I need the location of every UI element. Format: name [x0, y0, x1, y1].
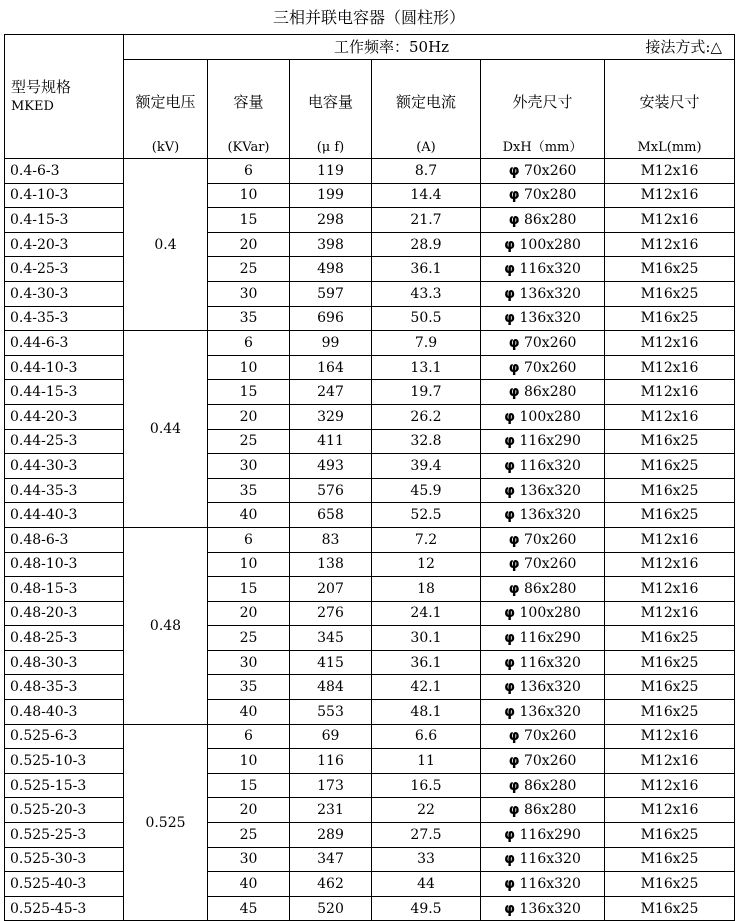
model-cell: 0.44-20-3: [5, 404, 124, 429]
capacitance-cell: 553: [290, 700, 372, 725]
shell-size-cell: φ 70x260: [481, 331, 605, 356]
capacitance-cell: 658: [290, 503, 372, 528]
model-cell: 0.525-20-3: [5, 798, 124, 823]
mount-size-cell: M12x16: [605, 355, 735, 380]
table-row: [5, 183, 735, 208]
model-cell: 0.4-15-3: [5, 208, 124, 233]
table-row: [5, 208, 735, 233]
shell-size-cell: φ 136x320: [481, 700, 605, 725]
current-cell: 30.1: [372, 626, 481, 651]
header-capacitance-unit: (μ f): [290, 138, 372, 159]
shell-size-cell: φ 116x320: [481, 454, 605, 479]
shell-size-cell: φ 86x280: [481, 773, 605, 798]
mount-size-cell: M16x25: [605, 626, 735, 651]
mount-size-cell: M16x25: [605, 675, 735, 700]
model-cell: 0.44-15-3: [5, 380, 124, 405]
shell-size-cell: φ 86x280: [481, 798, 605, 823]
mount-size-cell: M12x16: [605, 577, 735, 602]
shell-size-cell: φ 136x320: [481, 503, 605, 528]
capacitance-cell: 199: [290, 183, 372, 208]
shell-size-cell: φ 100x280: [481, 232, 605, 257]
table-row: [5, 257, 735, 282]
header-mount-unit: MxL(mm): [605, 138, 735, 159]
table-row: [5, 724, 735, 749]
capacity-cell: 6: [208, 724, 290, 749]
model-cell: 0.44-25-3: [5, 429, 124, 454]
table-row: [5, 675, 735, 700]
capacity-cell: 35: [208, 478, 290, 503]
capacity-cell: 10: [208, 749, 290, 774]
current-cell: 26.2: [372, 404, 481, 429]
header-capacitance: 电容量: [290, 60, 372, 139]
capacitance-cell: 119: [290, 159, 372, 184]
model-cell: 0.44-6-3: [5, 331, 124, 356]
mount-size-cell: M16x25: [605, 823, 735, 848]
table-row: [5, 798, 735, 823]
capacitance-cell: 498: [290, 257, 372, 282]
capacitance-cell: 329: [290, 404, 372, 429]
table-row: [5, 577, 735, 602]
model-cell: 0.4-30-3: [5, 281, 124, 306]
capacity-cell: 6: [208, 331, 290, 356]
mount-size-cell: M12x16: [605, 380, 735, 405]
table-row: [5, 503, 735, 528]
mount-size-cell: M12x16: [605, 159, 735, 184]
voltage-cell: 0.48: [124, 527, 208, 724]
capacity-cell: 25: [208, 823, 290, 848]
shell-size-cell: φ 70x280: [481, 183, 605, 208]
current-cell: 6.6: [372, 724, 481, 749]
shell-size-cell: φ 100x280: [481, 404, 605, 429]
current-cell: 39.4: [372, 454, 481, 479]
capacitance-cell: 276: [290, 601, 372, 626]
capacity-cell: 10: [208, 552, 290, 577]
capacity-cell: 15: [208, 208, 290, 233]
table-row: [5, 527, 735, 552]
model-cell: 0.525-45-3: [5, 896, 124, 921]
mount-size-cell: M16x25: [605, 257, 735, 282]
current-cell: 22: [372, 798, 481, 823]
header-voltage: 额定电压: [124, 60, 208, 139]
mount-size-cell: M12x16: [605, 601, 735, 626]
model-cell: 0.44-30-3: [5, 454, 124, 479]
mount-size-cell: M12x16: [605, 527, 735, 552]
mount-size-cell: M12x16: [605, 232, 735, 257]
mount-size-cell: M12x16: [605, 749, 735, 774]
table-row: [5, 552, 735, 577]
mount-size-cell: M12x16: [605, 404, 735, 429]
model-cell: 0.48-10-3: [5, 552, 124, 577]
shell-size-cell: φ 70x260: [481, 355, 605, 380]
current-cell: 14.4: [372, 183, 481, 208]
current-cell: 52.5: [372, 503, 481, 528]
table-row: [5, 601, 735, 626]
model-cell: 0.525-40-3: [5, 872, 124, 897]
shell-size-cell: φ 70x260: [481, 552, 605, 577]
mount-size-cell: M16x25: [605, 650, 735, 675]
capacity-cell: 10: [208, 355, 290, 380]
model-cell: 0.48-6-3: [5, 527, 124, 552]
shell-size-cell: φ 136x320: [481, 478, 605, 503]
header-model-sub: MKED: [11, 98, 54, 114]
shell-size-cell: φ 70x260: [481, 159, 605, 184]
header-shell: 外壳尺寸: [481, 60, 605, 139]
shell-size-cell: φ 100x280: [481, 601, 605, 626]
voltage-cell: 0.525: [124, 724, 208, 921]
capacitance-cell: 520: [290, 896, 372, 921]
capacitance-cell: 164: [290, 355, 372, 380]
mount-size-cell: M16x25: [605, 454, 735, 479]
capacitance-cell: 398: [290, 232, 372, 257]
capacitance-cell: 173: [290, 773, 372, 798]
shell-size-cell: φ 116x290: [481, 823, 605, 848]
current-cell: 13.1: [372, 355, 481, 380]
header-current: 额定电流: [372, 60, 481, 139]
capacity-cell: 25: [208, 429, 290, 454]
header-capacity: 容量: [208, 60, 290, 139]
current-cell: 28.9: [372, 232, 481, 257]
capacity-cell: 35: [208, 306, 290, 331]
capacity-cell: 30: [208, 650, 290, 675]
capacity-cell: 15: [208, 773, 290, 798]
header-model-label: 型号规格: [11, 77, 72, 96]
voltage-cell: 0.4: [124, 159, 208, 331]
mount-size-cell: M12x16: [605, 183, 735, 208]
capacity-cell: 30: [208, 281, 290, 306]
table-row: [5, 281, 735, 306]
model-cell: 0.525-10-3: [5, 749, 124, 774]
model-cell: 0.525-30-3: [5, 847, 124, 872]
current-cell: 42.1: [372, 675, 481, 700]
current-cell: 48.1: [372, 700, 481, 725]
header-voltage-unit: (kV): [124, 138, 208, 159]
mount-size-cell: M12x16: [605, 208, 735, 233]
mount-size-cell: M16x25: [605, 503, 735, 528]
table-row: [5, 773, 735, 798]
table-row: [5, 306, 735, 331]
current-cell: 18: [372, 577, 481, 602]
current-cell: 24.1: [372, 601, 481, 626]
header-model: [5, 35, 124, 159]
current-cell: 32.8: [372, 429, 481, 454]
capacity-cell: 45: [208, 896, 290, 921]
capacitance-cell: 493: [290, 454, 372, 479]
capacity-cell: 15: [208, 380, 290, 405]
model-cell: 0.44-10-3: [5, 355, 124, 380]
voltage-cell: 0.44: [124, 331, 208, 528]
current-cell: 11: [372, 749, 481, 774]
capacitance-cell: 138: [290, 552, 372, 577]
shell-size-cell: φ 70x260: [481, 749, 605, 774]
table-row: [5, 700, 735, 725]
table-row: [5, 331, 735, 356]
model-cell: 0.48-25-3: [5, 626, 124, 651]
mount-size-cell: M16x25: [605, 872, 735, 897]
table-row: [5, 454, 735, 479]
capacitance-cell: 696: [290, 306, 372, 331]
mount-size-cell: M12x16: [605, 798, 735, 823]
capacitance-cell: 597: [290, 281, 372, 306]
current-cell: 7.2: [372, 527, 481, 552]
mount-size-cell: M12x16: [605, 724, 735, 749]
current-cell: 33: [372, 847, 481, 872]
table-row: [5, 159, 735, 184]
table-row: [5, 896, 735, 921]
shell-size-cell: φ 86x280: [481, 380, 605, 405]
capacity-cell: 10: [208, 183, 290, 208]
capacitance-cell: 484: [290, 675, 372, 700]
capacitance-cell: 69: [290, 724, 372, 749]
table-row: [5, 749, 735, 774]
model-cell: 0.44-40-3: [5, 503, 124, 528]
capacity-cell: 20: [208, 601, 290, 626]
table-row: [5, 847, 735, 872]
model-cell: 0.48-30-3: [5, 650, 124, 675]
capacitance-cell: 247: [290, 380, 372, 405]
shell-size-cell: φ 136x320: [481, 675, 605, 700]
capacity-cell: 15: [208, 577, 290, 602]
model-cell: 0.4-25-3: [5, 257, 124, 282]
current-cell: 27.5: [372, 823, 481, 848]
mount-size-cell: M16x25: [605, 478, 735, 503]
capacity-cell: 40: [208, 503, 290, 528]
shell-size-cell: φ 116x290: [481, 429, 605, 454]
header-mount: 安装尺寸: [605, 60, 735, 139]
capacity-cell: 40: [208, 872, 290, 897]
model-cell: 0.525-6-3: [5, 724, 124, 749]
current-cell: 36.1: [372, 257, 481, 282]
capacitance-cell: 462: [290, 872, 372, 897]
capacity-cell: 25: [208, 257, 290, 282]
table-row: [5, 404, 735, 429]
shell-size-cell: φ 70x260: [481, 527, 605, 552]
table-row: [5, 232, 735, 257]
capacity-cell: 40: [208, 700, 290, 725]
table-row: [5, 429, 735, 454]
table-row: [5, 823, 735, 848]
mount-size-cell: M16x25: [605, 306, 735, 331]
capacitor-spec-table: [4, 34, 735, 921]
current-cell: 43.3: [372, 281, 481, 306]
table-row: [5, 380, 735, 405]
mount-size-cell: M16x25: [605, 429, 735, 454]
capacitance-cell: 576: [290, 478, 372, 503]
capacity-cell: 20: [208, 232, 290, 257]
current-cell: 8.7: [372, 159, 481, 184]
shell-size-cell: φ 116x320: [481, 650, 605, 675]
current-cell: 45.9: [372, 478, 481, 503]
shell-size-cell: φ 116x320: [481, 257, 605, 282]
shell-size-cell: φ 136x320: [481, 896, 605, 921]
header-capacity-unit: (KVar): [208, 138, 290, 159]
capacitance-cell: 298: [290, 208, 372, 233]
current-cell: 50.5: [372, 306, 481, 331]
capacitance-cell: 99: [290, 331, 372, 356]
mount-size-cell: M12x16: [605, 552, 735, 577]
mount-size-cell: M16x25: [605, 700, 735, 725]
mount-size-cell: M16x25: [605, 896, 735, 921]
mount-size-cell: M12x16: [605, 331, 735, 356]
shell-size-cell: φ 116x320: [481, 847, 605, 872]
shell-size-cell: φ 70x260: [481, 724, 605, 749]
model-cell: 0.48-35-3: [5, 675, 124, 700]
capacity-cell: 20: [208, 798, 290, 823]
model-cell: 0.4-10-3: [5, 183, 124, 208]
capacitance-cell: 415: [290, 650, 372, 675]
table-row: [5, 626, 735, 651]
connection-label: 接法方式:△: [645, 38, 723, 56]
shell-size-cell: φ 86x280: [481, 208, 605, 233]
model-cell: 0.525-25-3: [5, 823, 124, 848]
current-cell: 19.7: [372, 380, 481, 405]
current-cell: 12: [372, 552, 481, 577]
capacity-cell: 25: [208, 626, 290, 651]
header-current-unit: (A): [372, 138, 481, 159]
table-row: [5, 478, 735, 503]
capacitance-cell: 83: [290, 527, 372, 552]
shell-size-cell: φ 116x320: [481, 872, 605, 897]
current-cell: 49.5: [372, 896, 481, 921]
capacitance-cell: 231: [290, 798, 372, 823]
header-shell-unit: DxH（mm）: [481, 138, 605, 159]
capacity-cell: 6: [208, 159, 290, 184]
capacity-cell: 35: [208, 675, 290, 700]
mount-size-cell: M12x16: [605, 773, 735, 798]
mount-size-cell: M16x25: [605, 847, 735, 872]
shell-size-cell: φ 86x280: [481, 577, 605, 602]
mount-size-cell: M16x25: [605, 281, 735, 306]
frequency-label: 工作频率：50Hz: [334, 38, 450, 56]
shell-size-cell: φ 116x290: [481, 626, 605, 651]
model-cell: 0.48-15-3: [5, 577, 124, 602]
current-cell: 21.7: [372, 208, 481, 233]
capacitance-cell: 116: [290, 749, 372, 774]
table-row: [5, 872, 735, 897]
capacity-cell: 30: [208, 847, 290, 872]
capacity-cell: 6: [208, 527, 290, 552]
model-cell: 0.48-20-3: [5, 601, 124, 626]
model-cell: 0.4-20-3: [5, 232, 124, 257]
current-cell: 16.5: [372, 773, 481, 798]
model-cell: 0.44-35-3: [5, 478, 124, 503]
shell-size-cell: φ 136x320: [481, 306, 605, 331]
current-cell: 44: [372, 872, 481, 897]
shell-size-cell: φ 136x320: [481, 281, 605, 306]
model-cell: 0.48-40-3: [5, 700, 124, 725]
current-cell: 36.1: [372, 650, 481, 675]
current-cell: 7.9: [372, 331, 481, 356]
capacitance-cell: 345: [290, 626, 372, 651]
capacity-cell: 30: [208, 454, 290, 479]
capacity-cell: 20: [208, 404, 290, 429]
model-cell: 0.4-35-3: [5, 306, 124, 331]
model-cell: 0.4-6-3: [5, 159, 124, 184]
header-frequency-cell: [124, 35, 735, 60]
capacitance-cell: 207: [290, 577, 372, 602]
capacitance-cell: 347: [290, 847, 372, 872]
capacitance-cell: 411: [290, 429, 372, 454]
model-cell: 0.525-15-3: [5, 773, 124, 798]
capacitance-cell: 289: [290, 823, 372, 848]
header-row-frequency: [5, 35, 735, 60]
document-title: 三相并联电容器（圆柱形）: [272, 8, 465, 27]
table-row: [5, 650, 735, 675]
table-row: [5, 355, 735, 380]
